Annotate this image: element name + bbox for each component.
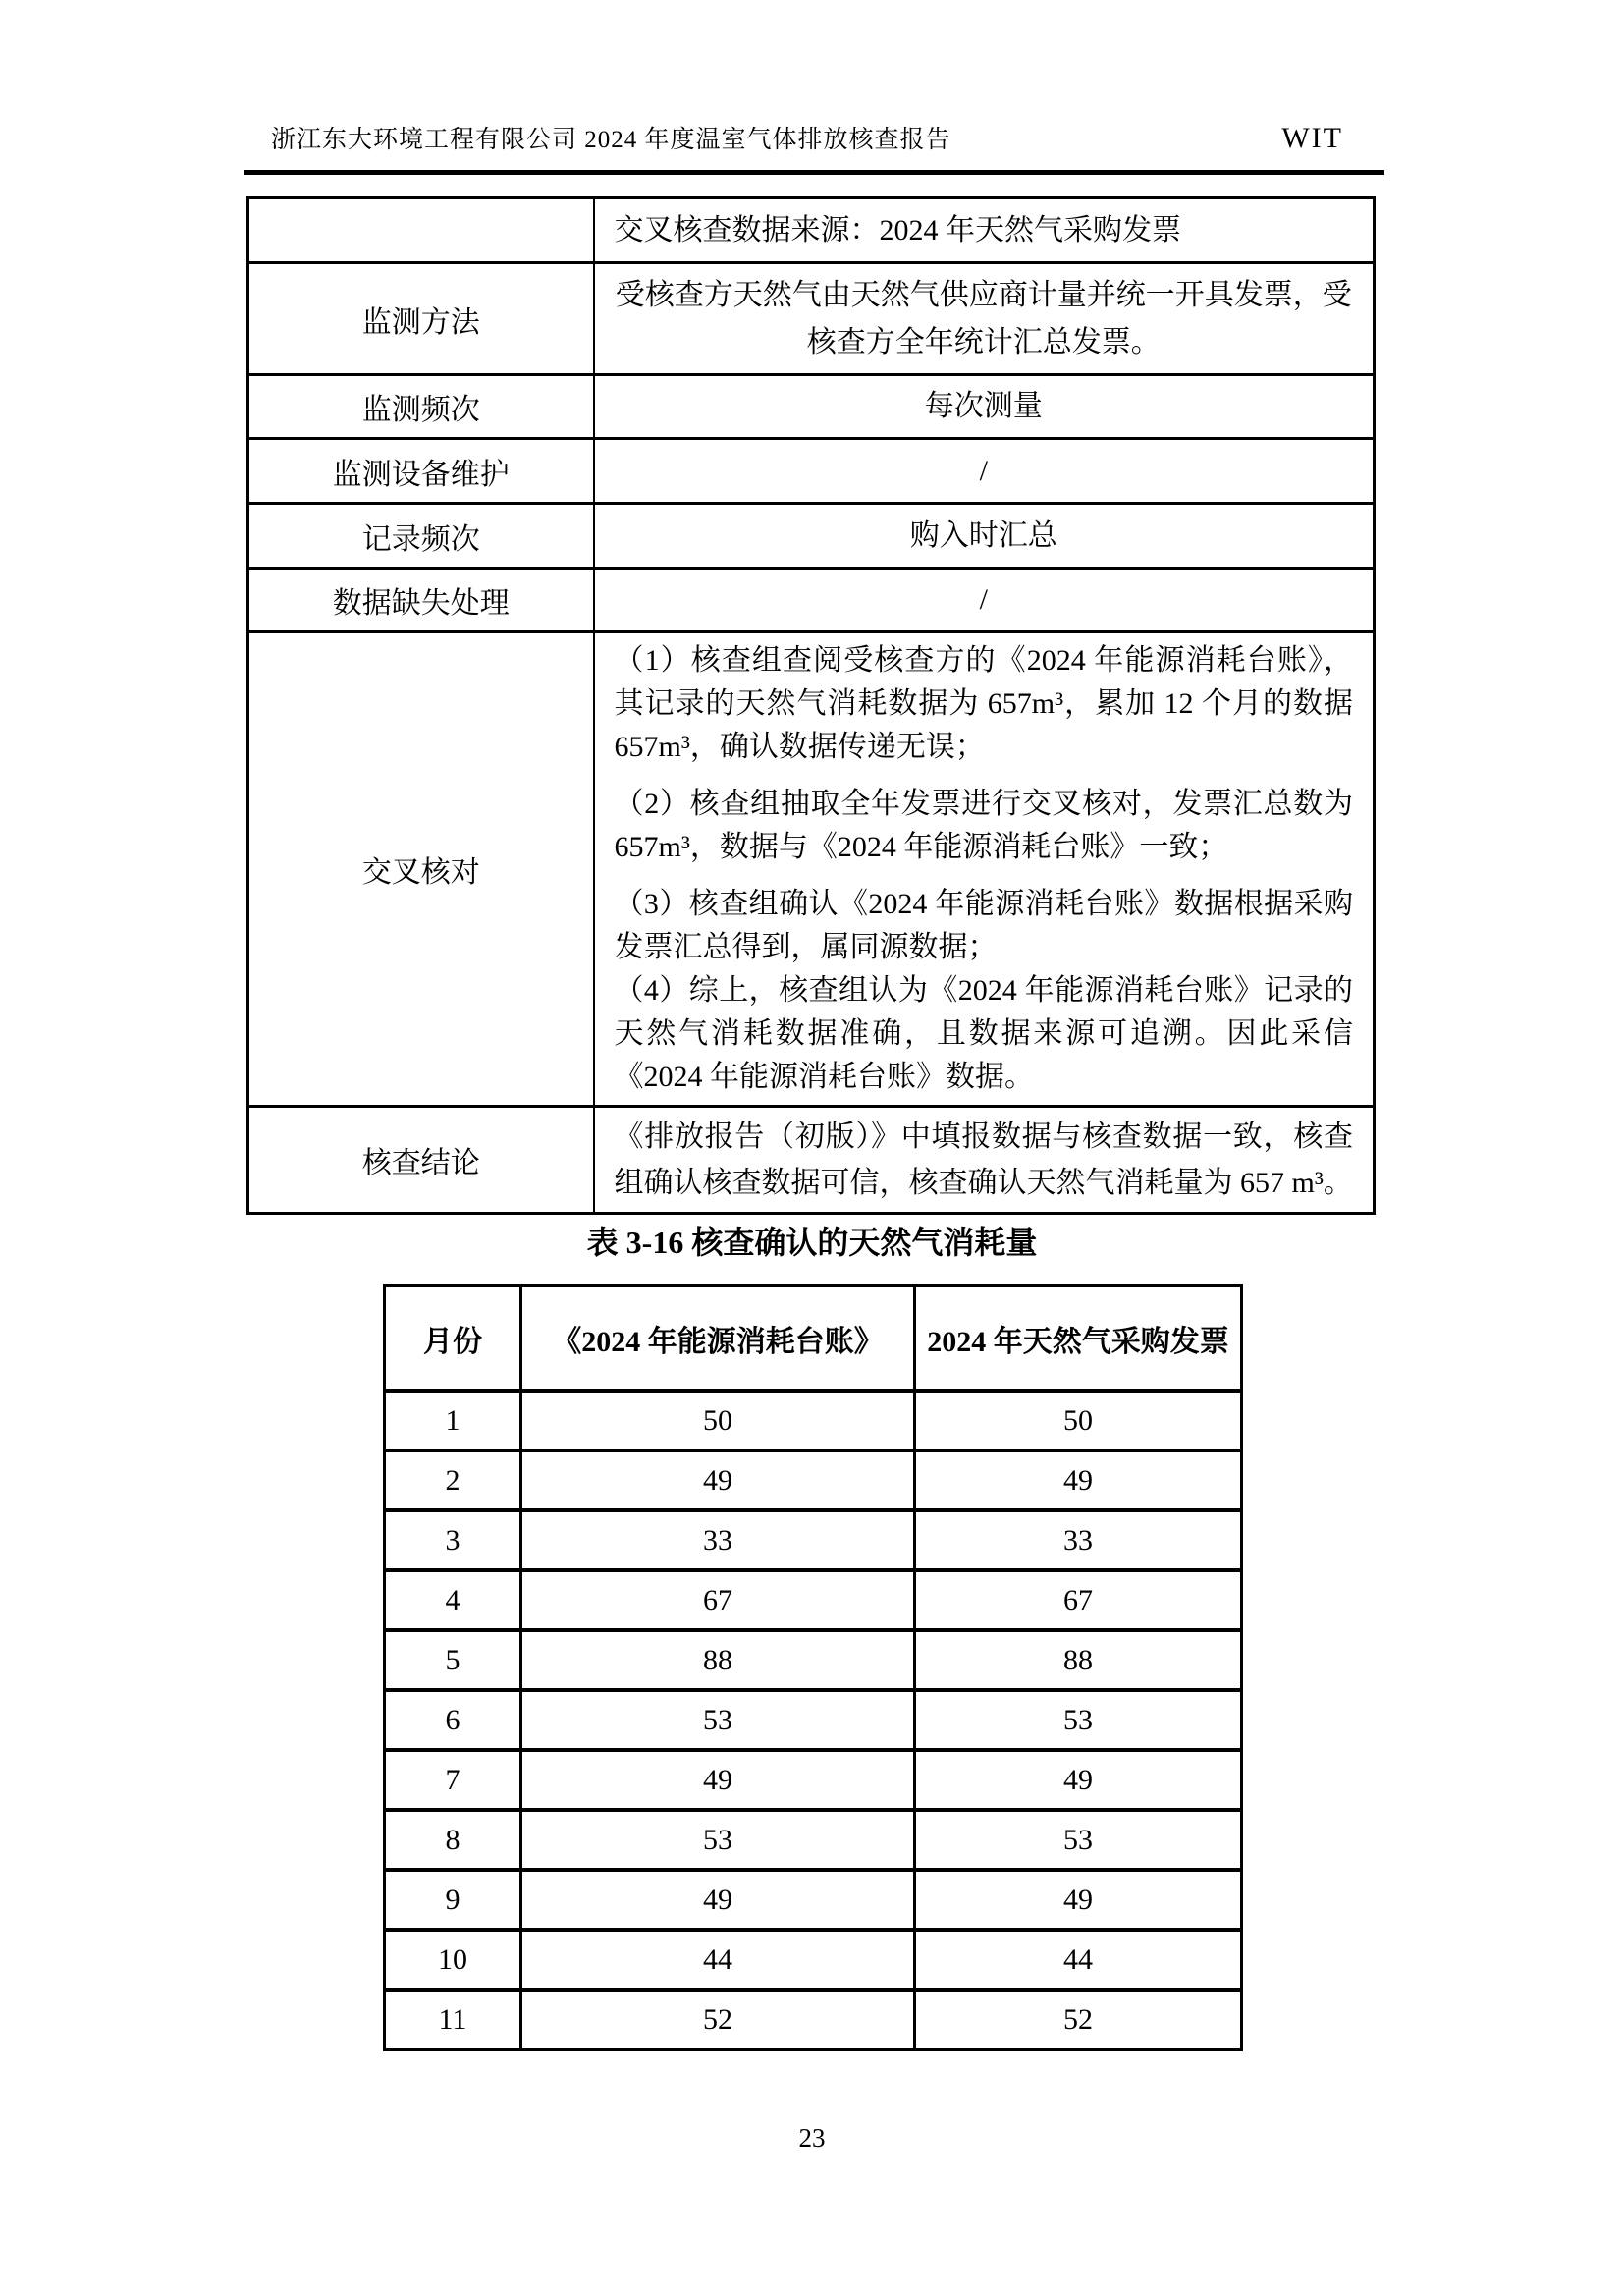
page-number: 23 <box>798 2123 826 2153</box>
cross-check-paragraph: （3）核查组确认《2024 年能源消耗台账》数据根据采购发票汇总得到，属同源数据； <box>614 888 1353 963</box>
header-mark: WIT <box>1281 122 1343 154</box>
cell-invoice: 44 <box>915 1930 1242 1990</box>
table-row <box>248 198 1375 263</box>
row-label-cell: 交叉核对 <box>248 632 594 1107</box>
column-header-invoice: 2024 年天然气采购发票 <box>915 1285 1242 1391</box>
table-row <box>385 1510 1242 1570</box>
table-row <box>248 263 1375 375</box>
cell-month: 11 <box>385 1990 521 2050</box>
cell-month: 5 <box>385 1630 521 1690</box>
table-row <box>248 504 1375 569</box>
table-row <box>385 1690 1242 1750</box>
row-label-cell: 数据缺失处理 <box>248 569 594 632</box>
row-value-cell: 每次测量 <box>594 375 1375 439</box>
conclusion-cell: 《排放报告（初版）》中填报数据与核查数据一致，核查组确认核查数据可信，核查确认天然气消耗量为 657 m³。 <box>594 1107 1375 1214</box>
table-row <box>385 1630 1242 1690</box>
table-row <box>385 1570 1242 1630</box>
cell-month: 8 <box>385 1810 521 1870</box>
row-label-cell: 监测设备维护 <box>248 439 594 504</box>
row-value-cell: 受核查方天然气由天然气供应商计量并统一开具发票，受核查方全年统计汇总发票。 <box>594 263 1375 375</box>
cross-check-row <box>248 632 1375 1107</box>
cell-ledger: 53 <box>521 1810 915 1870</box>
cell-ledger: 49 <box>521 1750 915 1810</box>
row-value-cell: / <box>594 439 1375 504</box>
table-row <box>385 1450 1242 1510</box>
table-row <box>385 1391 1242 1450</box>
cross-check-paragraph: （4）综上，核查组认为《2024 年能源消耗台账》记录的天然气消耗数据准确，且数据来源可追溯。因此采信《2024 年能源消耗台账》数据。 <box>614 974 1353 1093</box>
cell-ledger: 52 <box>521 1990 915 2050</box>
row-value-cell: 交叉核查数据来源：2024 年天然气采购发票 <box>594 198 1375 263</box>
row-label-cell: 记录频次 <box>248 504 594 569</box>
row-value-cell: / <box>594 569 1375 632</box>
conclusion-row <box>248 1107 1375 1214</box>
cell-ledger: 53 <box>521 1690 915 1750</box>
cross-check-cell <box>594 632 1375 1107</box>
row-label-cell: 监测频次 <box>248 375 594 439</box>
cell-invoice: 52 <box>915 1990 1242 2050</box>
table-row <box>385 1990 1242 2050</box>
cross-check-paragraph: （2）核查组抽取全年发票进行交叉核对，发票汇总数为 657m³，数据与《2024 年能源消耗台账》一致； <box>614 788 1353 863</box>
cell-month: 3 <box>385 1510 521 1570</box>
cell-invoice: 49 <box>915 1450 1242 1510</box>
column-header-month: 月份 <box>385 1285 521 1391</box>
cell-month: 4 <box>385 1570 521 1630</box>
cell-ledger: 88 <box>521 1630 915 1690</box>
column-header-ledger: 《2024 年能源消耗台账》 <box>521 1285 915 1391</box>
cell-ledger: 49 <box>521 1450 915 1510</box>
table-row <box>385 1930 1242 1990</box>
cell-ledger: 50 <box>521 1391 915 1450</box>
gas-consumption-table <box>383 1284 1243 2051</box>
row-label-cell: 核查结论 <box>248 1107 594 1214</box>
page-header <box>244 120 1384 155</box>
cell-invoice: 88 <box>915 1630 1242 1690</box>
row-label-cell: 监测方法 <box>248 263 594 375</box>
cell-month: 2 <box>385 1450 521 1510</box>
cell-month: 6 <box>385 1690 521 1750</box>
cell-invoice: 53 <box>915 1690 1242 1750</box>
header-title: 浙江东大环境工程有限公司 2024 年度温室气体排放核查报告 <box>271 127 951 153</box>
cell-ledger: 67 <box>521 1570 915 1630</box>
table-row <box>248 375 1375 439</box>
row-label-cell <box>248 198 594 263</box>
cell-invoice: 67 <box>915 1570 1242 1630</box>
table-row <box>248 569 1375 632</box>
cell-invoice: 53 <box>915 1810 1242 1870</box>
cell-month: 10 <box>385 1930 521 1990</box>
table-3-16-title: 表 3-16 核查确认的天然气消耗量 <box>586 1225 1038 1260</box>
cell-invoice: 50 <box>915 1391 1242 1450</box>
cell-month: 9 <box>385 1870 521 1930</box>
cell-ledger: 44 <box>521 1930 915 1990</box>
table-row <box>385 1810 1242 1870</box>
monitoring-table <box>246 196 1376 1215</box>
cell-ledger: 49 <box>521 1870 915 1930</box>
table-row <box>248 439 1375 504</box>
cell-month: 7 <box>385 1750 521 1810</box>
cell-invoice: 49 <box>915 1750 1242 1810</box>
table-header-row <box>385 1285 1242 1391</box>
row-value-cell: 购入时汇总 <box>594 504 1375 569</box>
cell-month: 1 <box>385 1391 521 1450</box>
cell-ledger: 33 <box>521 1510 915 1570</box>
table-row <box>385 1750 1242 1810</box>
cell-invoice: 49 <box>915 1870 1242 1930</box>
header-rule <box>244 170 1384 175</box>
cell-invoice: 33 <box>915 1510 1242 1570</box>
table-row <box>385 1870 1242 1930</box>
cross-check-paragraph: （1）核查组查阅受核查方的《2024 年能源消耗台账》，其记录的天然气消耗数据为 657m³，累加 12 个月的数据 657m³，确认数据传递无误； <box>614 644 1353 763</box>
